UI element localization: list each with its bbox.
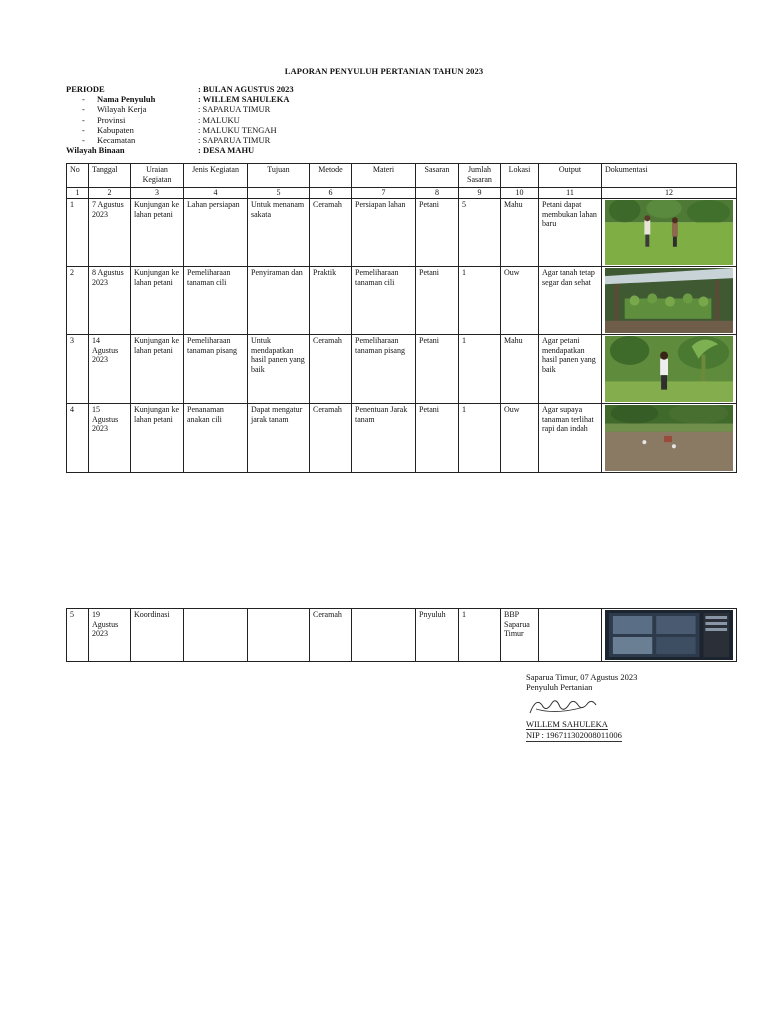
kecamatan-value: : SAPARUA TIMUR [198,134,271,145]
cell-dokumentasi [602,267,737,335]
column-number: 1 [67,188,89,199]
header-cell: Jenis Kegiatan [184,164,248,188]
cell-output [539,609,602,662]
column-number: 8 [416,188,459,199]
cell-dokumentasi [602,404,737,473]
header-cell: Materi [352,164,416,188]
meta-wilayah-kerja [66,104,466,114]
cell-no: 2 [67,267,89,335]
header-cell: Jumlah Sasaran [459,164,501,188]
column-number: 12 [602,188,737,199]
cell-tujuan: Untuk menanam sakata [248,199,310,267]
cell-lokasi: Mahu [501,335,539,404]
cell-lokasi: Ouw [501,267,539,335]
cell-tanggal: 19 Agustus 2023 [89,609,131,662]
header-cell: Tujuan [248,164,310,188]
cell-materi: Pemeliharaan tanaman cili [352,267,416,335]
cell-tujuan [248,609,310,662]
report-title: LAPORAN PENYULUH PERTANIAN TAHUN 2023 [284,66,484,76]
cell-uraian: Kunjungan ke lahan petani [131,335,184,404]
cell-materi: Persiapan lahan [352,199,416,267]
cell-lokasi: Mahu [501,199,539,267]
meta-nama [66,94,466,104]
cell-lokasi: Ouw [501,404,539,473]
cell-sasaran: Petani [416,199,459,267]
meta-kabupaten [66,125,466,135]
meta-periode [66,84,466,94]
nama-label: Nama Penyuluh [97,94,156,105]
table-row [67,267,737,335]
meta-provinsi [66,115,466,125]
field-photo-farmers [605,200,733,265]
bullet-dash: - [82,94,85,105]
column-number: 9 [459,188,501,199]
wilayah-binaan-value: : DESA MAHU [198,145,255,156]
signature-role: Penyuluh Pertanian [526,682,593,693]
cell-no: 1 [67,199,89,267]
meta-wilayah-binaan [66,145,466,155]
header-cell: Uraian Kegiatan [131,164,184,188]
column-number: 4 [184,188,248,199]
column-number: 3 [131,188,184,199]
kabupaten-value: : MALUKU TENGAH [198,124,277,135]
header-cell: Lokasi [501,164,539,188]
report-meta [66,84,466,155]
cell-tujuan: Untuk mendapatkan hasil panen yang baik [248,335,310,404]
cell-output: Petani dapat membukan lahan baru [539,199,602,267]
cell-metode: Ceramah [310,335,352,404]
cell-sasaran: Pnyuluh [416,609,459,662]
cell-sasaran: Petani [416,335,459,404]
header-cell: No [67,164,89,188]
cell-uraian: Kunjungan ke lahan petani [131,199,184,267]
header-cell: Sasaran [416,164,459,188]
cell-metode: Praktik [310,267,352,335]
cell-uraian: Koordinasi [131,609,184,662]
table-header-row [67,164,737,188]
cell-sasaran: Petani [416,267,459,335]
cell-materi [352,609,416,662]
cell-tanggal: 8 Agustus 2023 [89,267,131,335]
cell-tujuan: Penyiraman dan [248,267,310,335]
nama-value: : WILLEM SAHULEKA [198,94,290,105]
field-photo-banana [605,336,733,402]
cell-dokumentasi [602,335,737,404]
cell-jenis: Lahan persiapan [184,199,248,267]
kecamatan-label: Kecamatan [97,134,136,145]
wilayah-binaan-label: Wilayah Binaan [66,145,125,156]
column-number: 2 [89,188,131,199]
cell-no: 3 [67,335,89,404]
field-photo-nursery [605,268,733,333]
handwritten-signature-icon [526,693,606,719]
column-number: 5 [248,188,310,199]
column-number-row [67,188,737,199]
header-cell: Metode [310,164,352,188]
wilayah-kerja-value: : SAPARUA TIMUR [198,104,271,115]
signature-name: WILLEM SAHULEKA [526,718,608,729]
bullet-dash: - [82,134,85,145]
header-cell: Output [539,164,602,188]
cell-dokumentasi [602,609,737,662]
bullet-dash: - [82,124,85,135]
column-number: 6 [310,188,352,199]
cell-output: Agar tanah tetap segar dan sehat [539,267,602,335]
signature-block [526,672,637,742]
cell-output: Agar petani mendapatkan hasil panen yang baik [539,335,602,404]
cell-jumlah: 1 [459,267,501,335]
cell-tujuan: Dapat mengatur jarak tanam [248,404,310,473]
wilayah-kerja-label: Wilayah Kerja [97,104,147,115]
periode-value: : BULAN AGUSTUS 2023 [198,84,294,94]
cell-uraian: Kunjungan ke lahan petani [131,267,184,335]
signature-place-date: Saparua Timur, 07 Agustus 2023 [526,672,638,682]
cell-lokasi: BBP Saparua Timur [501,609,539,662]
meeting-screenshot-photo [605,610,733,660]
column-number: 7 [352,188,416,199]
cell-jenis: Pemeliharaan tanaman cili [184,267,248,335]
cell-output: Agar supaya tanaman terlihat rapi dan indah [539,404,602,473]
cell-uraian: Kunjungan ke lahan petani [131,404,184,473]
cell-tanggal: 15 Agustus 2023 [89,404,131,473]
cell-no: 4 [67,404,89,473]
cell-jumlah: 1 [459,335,501,404]
cell-metode: Ceramah [310,609,352,662]
cell-jumlah: 5 [459,199,501,267]
field-photo-planting [605,405,733,471]
provinsi-label: Provinsi [97,114,126,125]
activity-table-continued [66,608,737,662]
kabupaten-label: Kabupaten [97,124,134,135]
cell-materi: Pemeliharaan tanaman pisang [352,335,416,404]
bullet-dash: - [82,114,85,125]
cell-metode: Ceramah [310,404,352,473]
cell-jumlah: 1 [459,404,501,473]
bullet-dash: - [82,104,85,115]
cell-tanggal: 7 Agustus 2023 [89,199,131,267]
cell-tanggal: 14 Agustus 2023 [89,335,131,404]
provinsi-value: : MALUKU [198,114,240,125]
meta-kecamatan [66,135,466,145]
table-row [67,404,737,473]
cell-jenis: Penanaman anakan cili [184,404,248,473]
signature-mark [526,693,637,719]
cell-jenis [184,609,248,662]
table-row [67,335,737,404]
activity-table [66,163,737,473]
table-row [67,199,737,267]
column-number: 10 [501,188,539,199]
cell-no: 5 [67,609,89,662]
table-row [67,609,737,662]
column-number: 11 [539,188,602,199]
header-cell: Tanggal [89,164,131,188]
periode-label: PERIODE [66,84,105,94]
cell-metode: Ceramah [310,199,352,267]
header-cell: Dokumentasi [602,164,737,188]
cell-jumlah: 1 [459,609,501,662]
signature-nip: NIP : 196711302008011006 [526,730,622,741]
cell-dokumentasi [602,199,737,267]
cell-jenis: Pemeliharaan tanaman pisang [184,335,248,404]
cell-materi: Penentuan Jarak tanam [352,404,416,473]
cell-sasaran: Petani [416,404,459,473]
